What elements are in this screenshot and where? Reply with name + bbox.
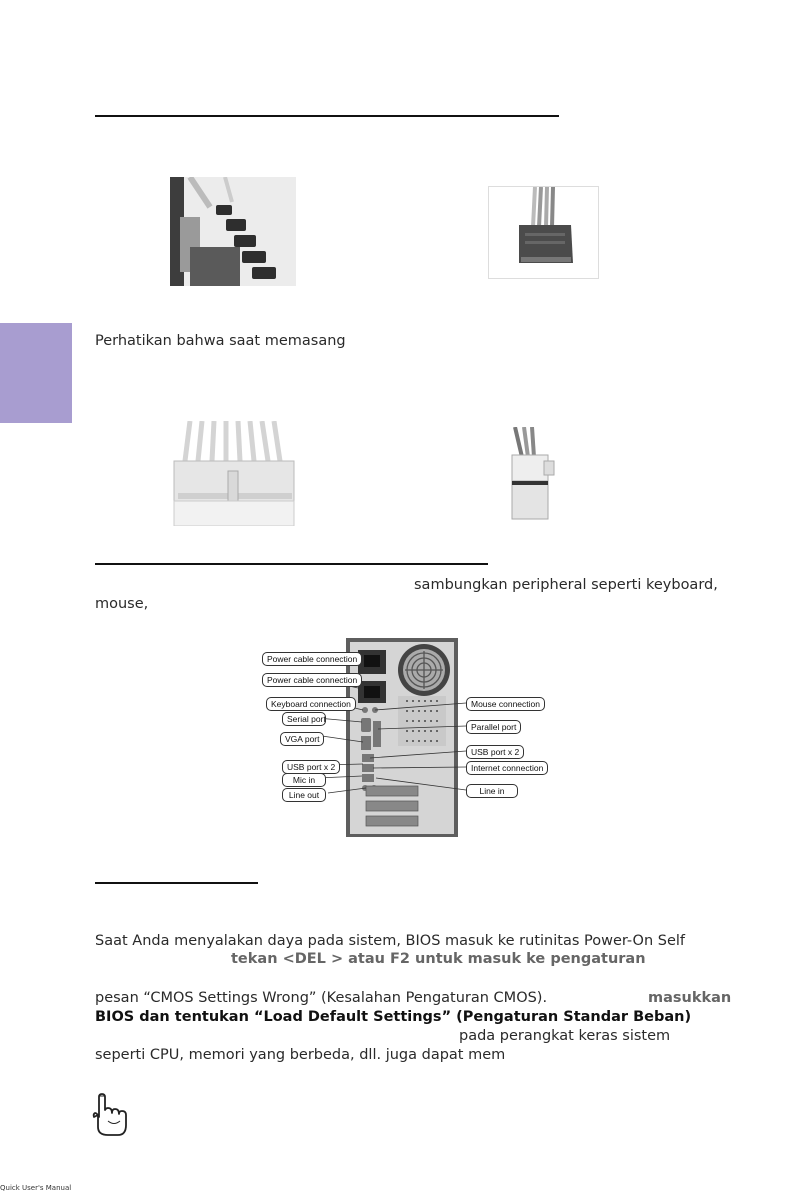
label-parallel: Parallel port: [466, 720, 521, 734]
atx-connector-photo: [170, 421, 296, 526]
label-internet: Internet connection: [466, 761, 548, 775]
page-footer: Quick User's Manual: [0, 1184, 72, 1192]
bios-line-4: BIOS dan tentukan “Load Default Settings” (Pengaturan Standar Beban): [95, 1009, 692, 1025]
bios-line-3b: masukkan: [648, 990, 732, 1006]
label-power-cable-2: Power cable connection: [262, 673, 362, 687]
paragraph-2a: sambungkan peripheral seperti keyboard,: [414, 577, 718, 593]
chapter-tab: [0, 323, 72, 423]
back-panel-diagram: [258, 636, 544, 839]
bios-line-5: pada perangkat keras sistem: [459, 1028, 671, 1044]
label-line-out: Line out: [282, 788, 326, 802]
paragraph-2b: mouse,: [95, 596, 149, 612]
sata-port-photo: [170, 177, 296, 286]
paragraph-1: Perhatikan bahwa saat memasang: [95, 333, 346, 349]
bios-line-6: seperti CPU, memori yang berbeda, dll. juga dapat mem: [95, 1047, 506, 1063]
label-keyboard: Keyboard connection: [266, 697, 356, 711]
label-line-in: Line in: [466, 784, 518, 798]
label-mic: Mic in: [282, 773, 326, 787]
label-serial: Serial port: [282, 712, 326, 726]
section-rule-2: [95, 563, 488, 565]
label-mouse: Mouse connection: [466, 697, 545, 711]
bios-line-1: Saat Anda menyalakan daya pada sistem, BIOS masuk ke rutinitas Power-On Self: [95, 933, 686, 949]
section-rule-1: [95, 115, 559, 117]
pointing-hand-icon: [92, 1093, 132, 1137]
bios-line-2: tekan <DEL > atau F2 untuk masuk ke pengaturan: [231, 951, 646, 967]
label-power-cable-1: Power cable connection: [262, 652, 362, 666]
label-vga: VGA port: [280, 732, 324, 746]
bios-line-3a: pesan “CMOS Settings Wrong” (Kesalahan Pengaturan CMOS).: [95, 990, 548, 1006]
sata-cable-photo: [488, 186, 599, 279]
4pin-connector-photo: [500, 427, 560, 522]
label-usb-right: USB port x 2: [466, 745, 524, 759]
label-usb-left: USB port x 2: [282, 760, 340, 774]
section-rule-3: [95, 882, 258, 884]
